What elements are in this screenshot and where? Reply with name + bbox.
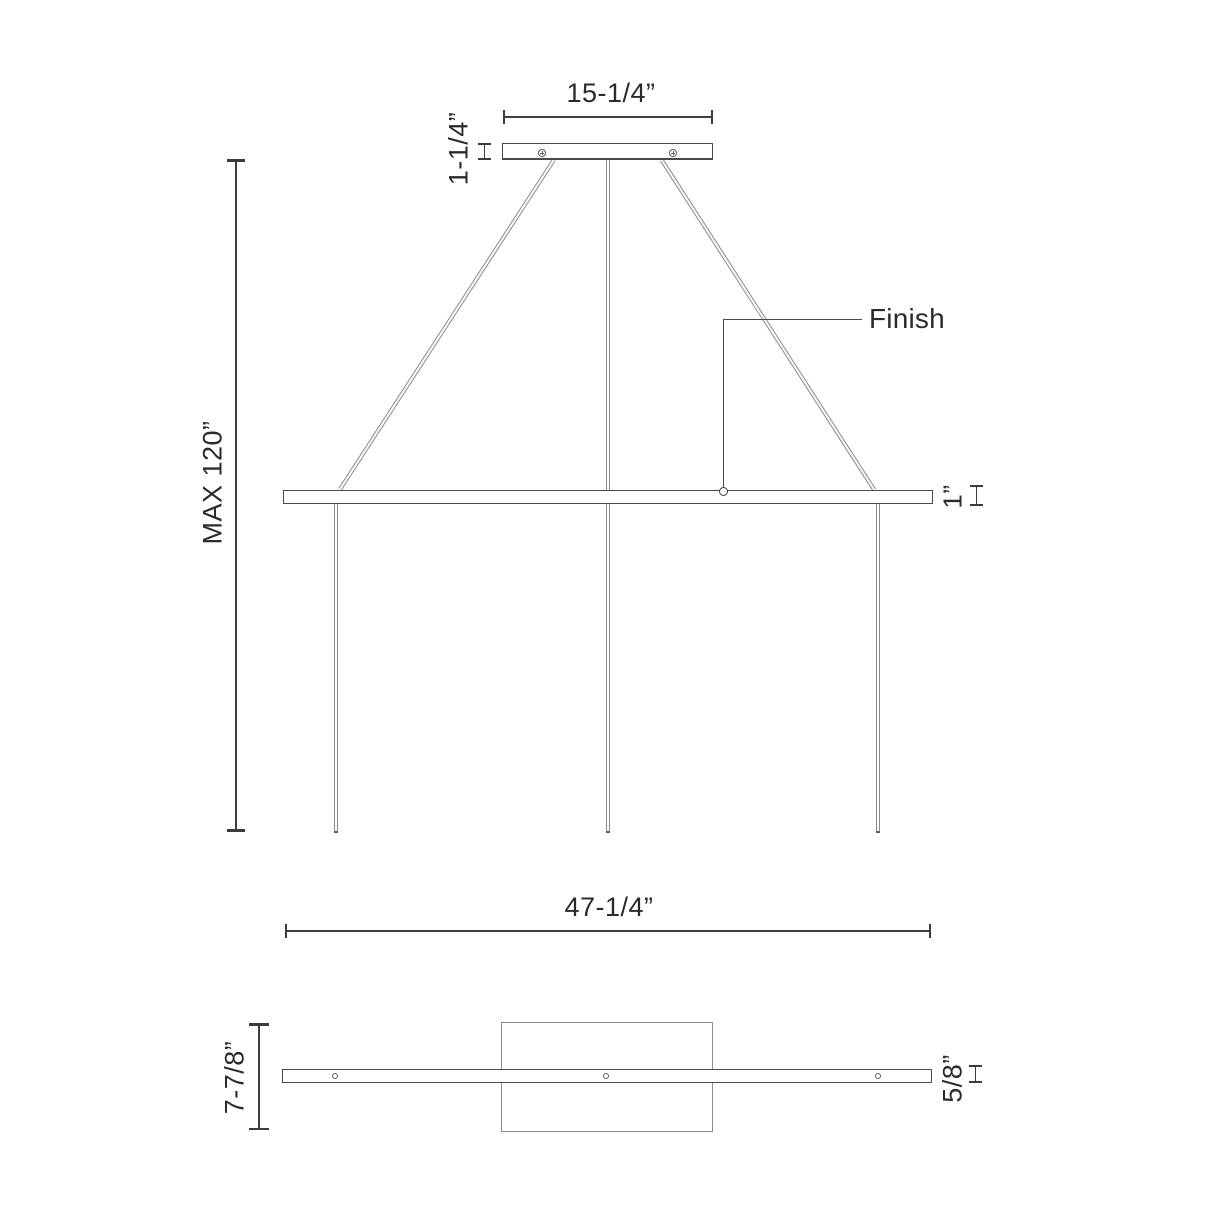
dimension-tick [285, 924, 287, 938]
housing-width-dimension-label: 7-7/8” [219, 1040, 250, 1115]
housing-width-dimension-line [249, 1023, 269, 1130]
suspension-wire-center [606, 160, 610, 491]
ceiling-canopy [502, 143, 713, 160]
finish-callout-label: Finish [869, 303, 945, 334]
dimension-tick [227, 159, 245, 162]
canopy-height-marker [478, 143, 491, 160]
dimension-line [258, 1023, 260, 1130]
pendant-rod-right [876, 503, 880, 833]
canopy-screw-right [669, 149, 677, 157]
mounting-hole-left [332, 1073, 338, 1079]
dimension-tick [249, 1023, 269, 1026]
max-suspension-dimension-line [227, 159, 245, 832]
finish-callout-vertical-line [723, 319, 724, 487]
pendant-rod-left [334, 503, 338, 833]
dimension-tick [711, 110, 713, 124]
fixture-length-dimension-label: 47-1/4” [564, 892, 654, 922]
bar-height-dimension-label: 1” [937, 484, 968, 509]
dimension-line [285, 930, 931, 932]
dimension-tick [249, 1128, 269, 1131]
max-suspension-dimension-label: MAX 120” [197, 420, 228, 545]
mounting-hole-center [603, 1073, 609, 1079]
canopy-width-dimension-label: 15-1/4” [566, 78, 656, 108]
canopy-screw-left [538, 149, 546, 157]
canopy-height-dimension-label: 1-1/4” [443, 111, 474, 186]
bar-depth-marker [969, 1065, 982, 1083]
suspension-wire-right [660, 159, 876, 491]
dimension-line [235, 159, 237, 832]
finish-callout-point [719, 487, 728, 496]
canopy-width-dimension-line [503, 110, 713, 124]
fixture-bar-side-view [283, 490, 933, 504]
dimension-tick [929, 924, 931, 938]
mounting-hole-right [875, 1073, 881, 1079]
fixture-length-dimension-line [285, 924, 931, 938]
dimension-tick [227, 829, 245, 832]
bar-depth-dimension-label: 5/8” [937, 1054, 968, 1103]
dimension-line [503, 116, 713, 118]
dimension-tick [503, 110, 505, 124]
bar-height-marker [970, 485, 983, 506]
pendant-rod-center [606, 503, 610, 833]
finish-callout-horizontal-line [723, 319, 862, 320]
